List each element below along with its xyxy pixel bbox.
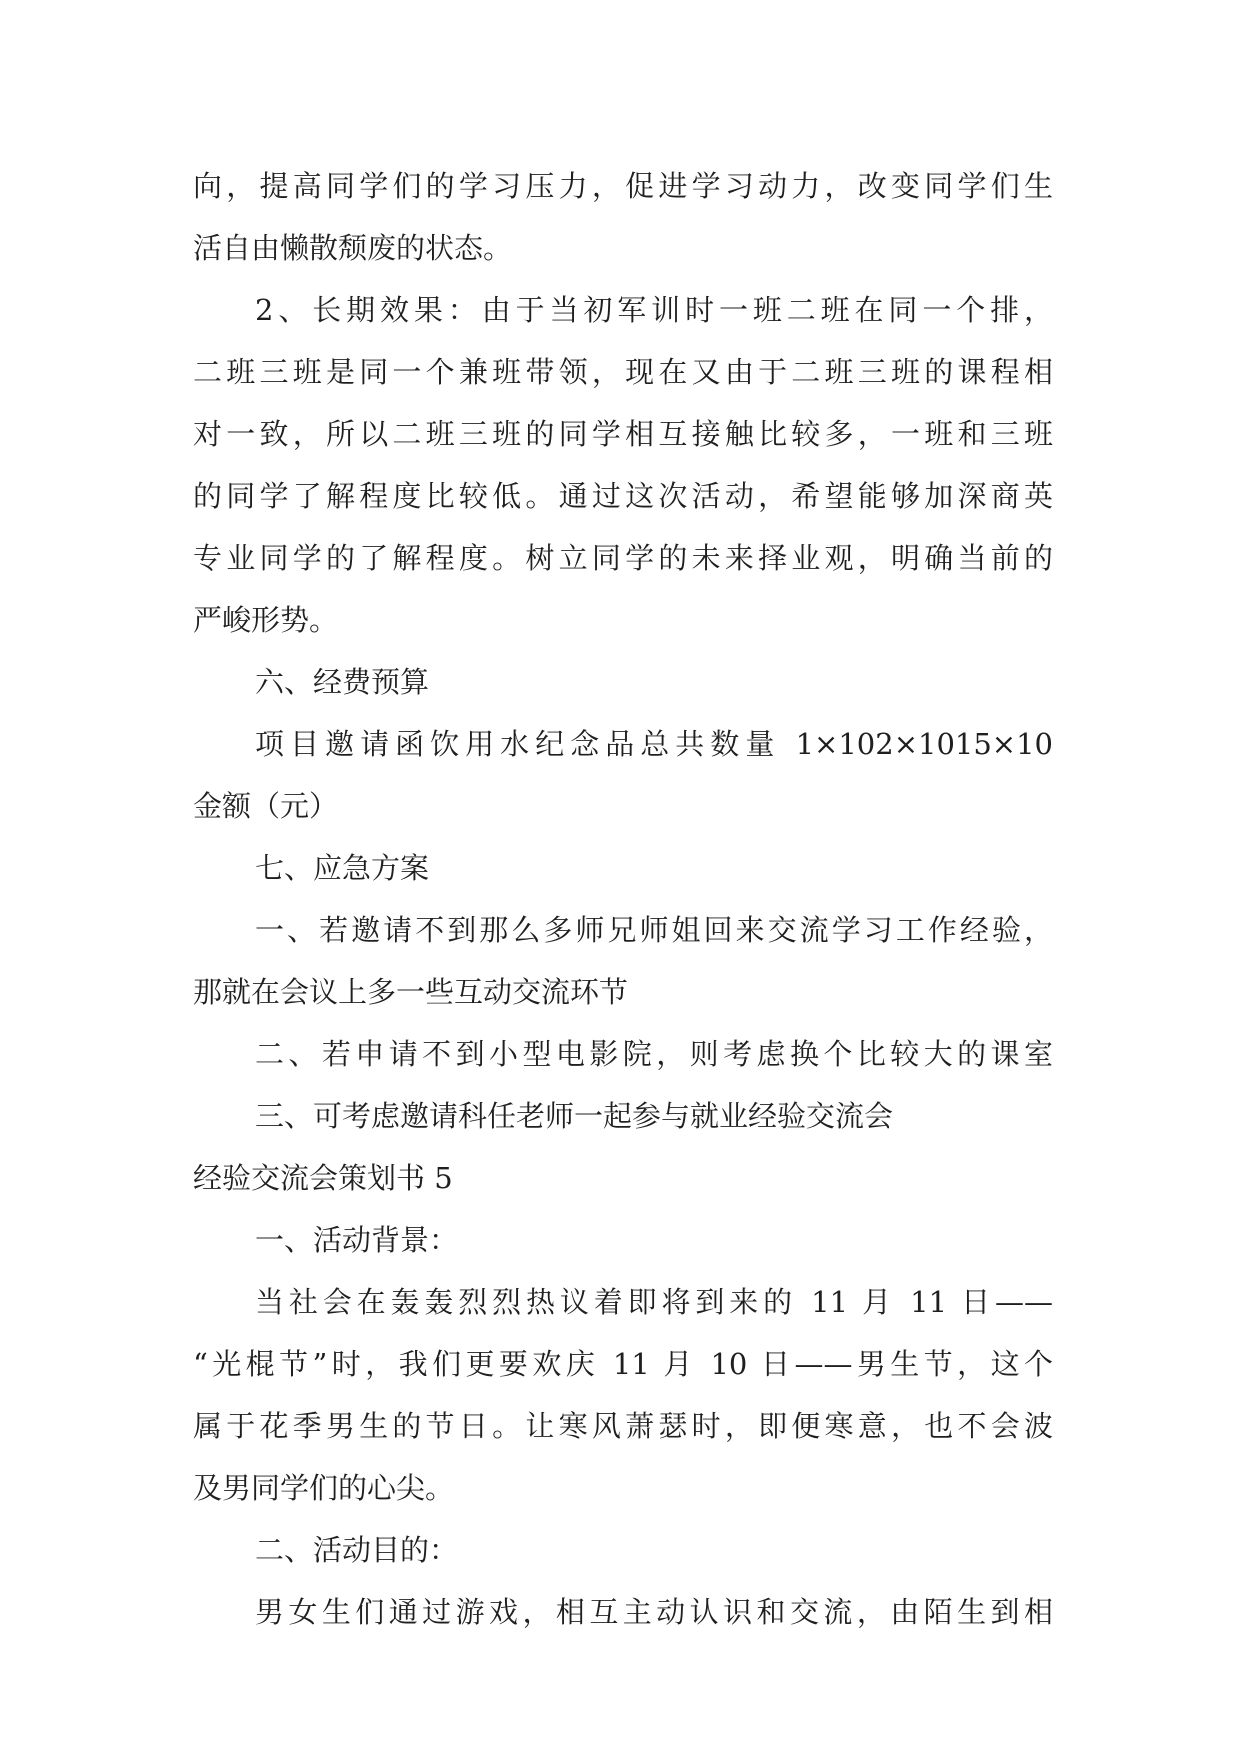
text-line: 属于花季男生的节日。让寒风萧瑟时，即便寒意，也不会波: [193, 1409, 1053, 1443]
text-line: 三、可考虑邀请科任老师一起参与就业经验交流会: [255, 1099, 894, 1133]
text-line: 二、若申请不到小型电影院，则考虑换个比较大的课室: [255, 1037, 1053, 1071]
text-line: 及男同学们的心尖。: [193, 1471, 455, 1505]
text-line: 一、若邀请不到那么多师兄师姐回来交流学习工作经验，: [255, 913, 1053, 947]
document-title: 经验交流会策划书 5: [193, 1161, 453, 1195]
section-heading: 六、经费预算: [255, 665, 430, 699]
text-line: 专业同学的了解程度。树立同学的未来择业观，明确当前的: [193, 541, 1053, 575]
section-heading: 七、应急方案: [255, 851, 430, 885]
text-line: 活自由懒散颓废的状态。: [193, 231, 513, 265]
text-line: “光棍节”时，我们更要欢庆 11 月 10 日——男生节，这个: [193, 1347, 1053, 1381]
text-line: 严峻形势。: [193, 603, 339, 637]
text-line: 项目邀请函饮用水纪念品总共数量 1×102×1015×10: [255, 727, 1053, 761]
text-line: 2、长期效果：由于当初军训时一班二班在同一个排，: [255, 293, 1053, 327]
section-heading: 二、活动目的：: [255, 1533, 459, 1567]
section-heading: 一、活动背景：: [255, 1223, 459, 1257]
text-line: 那就在会议上多一些互动交流环节: [193, 975, 629, 1009]
text-line: 金额（元）: [193, 789, 339, 823]
text-line: 当社会在轰轰烈烈热议着即将到来的 11 月 11 日——: [255, 1285, 1053, 1319]
text-line: 的同学了解程度比较低。通过这次活动，希望能够加深商英: [193, 479, 1053, 513]
text-line: 向，提高同学们的学习压力，促进学习动力，改变同学们生: [193, 169, 1053, 203]
text-line: 二班三班是同一个兼班带领，现在又由于二班三班的课程相: [193, 355, 1053, 389]
text-line: 男女生们通过游戏，相互主动认识和交流，由陌生到相: [255, 1595, 1053, 1629]
text-line: 对一致，所以二班三班的同学相互接触比较多，一班和三班: [193, 417, 1053, 451]
